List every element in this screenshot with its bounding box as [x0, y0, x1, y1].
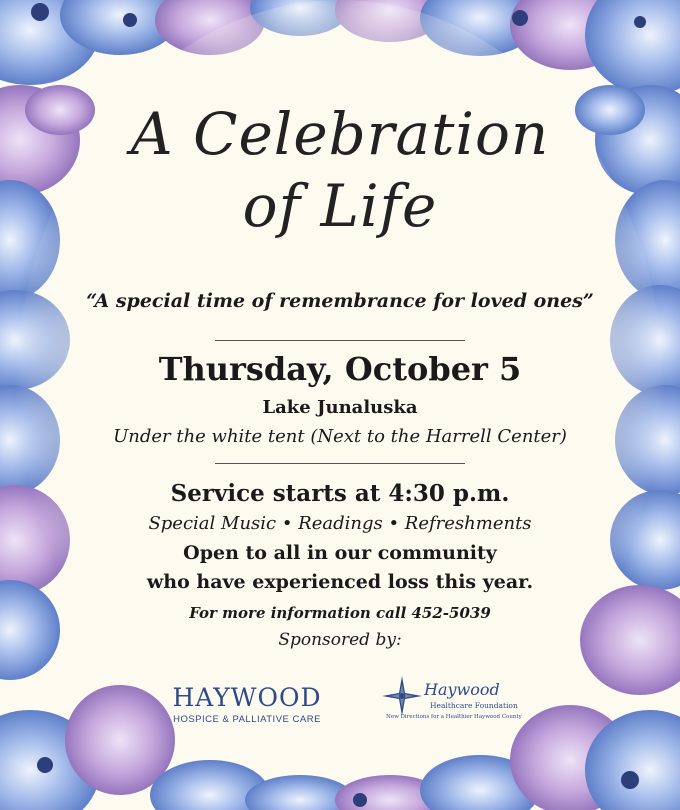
hospice-logo: [138, 683, 356, 725]
service-time: Service starts at 4:30 p.m.: [170, 480, 510, 507]
foundation-logo-tagline: New Directions for a Healthier Haywood County: [386, 714, 522, 720]
foundation-logo-subtitle: Healthcare Foundation: [430, 701, 518, 710]
event-date: Thursday, October 5: [158, 350, 522, 388]
foundation-logo: [380, 674, 520, 726]
audience-line-2: who have experienced loss this year.: [146, 571, 534, 593]
contact-info: For more information call 452-5039: [189, 604, 491, 622]
event-location: Lake Junaluska: [262, 397, 418, 418]
tagline: “A special time of remembrance for loved ones”: [86, 290, 594, 312]
divider-top: [215, 340, 465, 341]
compass-star-icon: [380, 674, 424, 718]
hospice-logo-name: HAYWOOD: [172, 683, 322, 712]
hospice-logo-subtitle: HOSPICE & PALLIATIVE CARE: [173, 714, 321, 725]
sponsored-by-label: Sponsored by:: [278, 630, 402, 650]
title-line-2: of Life: [242, 172, 438, 240]
event-venue: Under the white tent (Next to the Harrell Center): [113, 426, 567, 447]
event-extras: Special Music • Readings • Refreshments: [148, 513, 532, 534]
divider-bottom: [215, 463, 465, 464]
title-line-1: A Celebration: [130, 100, 550, 168]
foundation-logo-name: Haywood: [424, 680, 500, 699]
audience-line-1: Open to all in our community: [183, 542, 497, 564]
